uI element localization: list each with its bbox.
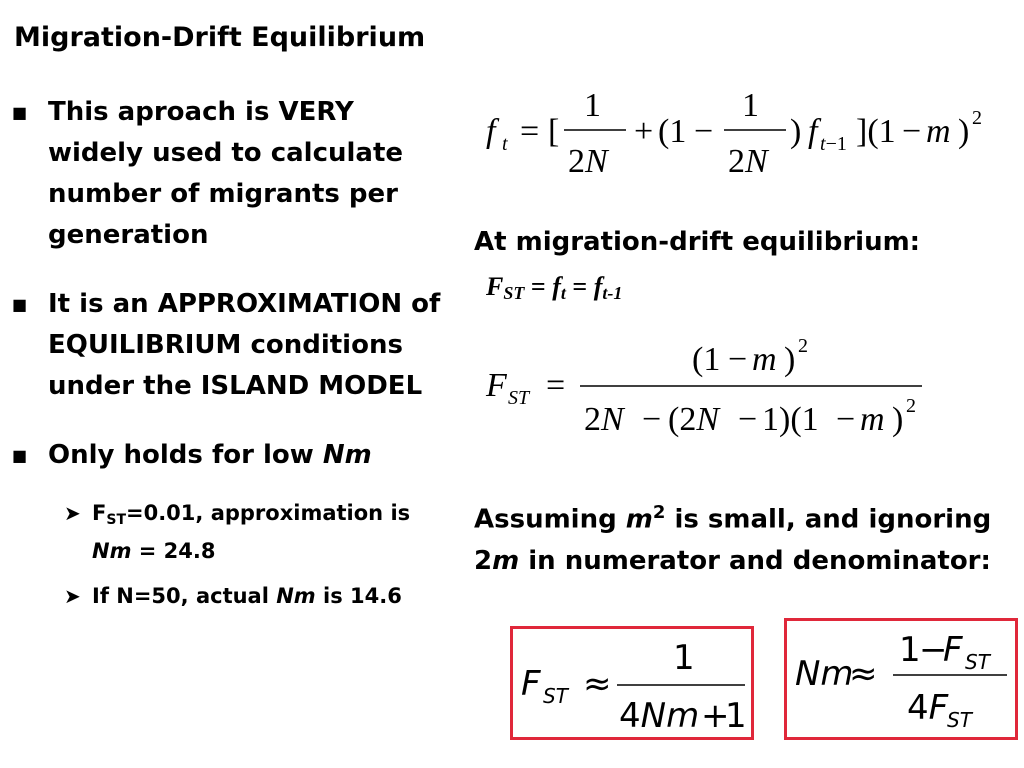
svg-text:m: m bbox=[926, 113, 951, 150]
svg-text:](1: ](1 bbox=[856, 113, 896, 150]
equilibrium-heading: At migration-drift equilibrium: bbox=[474, 227, 921, 257]
sub-text: is 14.6 bbox=[315, 584, 402, 608]
sub-bullet-item bbox=[12, 498, 452, 567]
fst-approx-graphic bbox=[513, 629, 751, 737]
svg-text:): ) bbox=[790, 113, 802, 150]
svg-text:ST: ST bbox=[508, 387, 530, 409]
svg-text:−: − bbox=[919, 630, 948, 670]
svg-text:=: = bbox=[520, 113, 540, 150]
svg-text:2: 2 bbox=[972, 107, 982, 129]
svg-text:t−1: t−1 bbox=[820, 133, 847, 155]
svg-text:F: F bbox=[521, 664, 541, 704]
sub-text-italic: Nm bbox=[276, 584, 316, 608]
svg-text:1: 1 bbox=[725, 696, 747, 736]
recurrence-equation-graphic bbox=[480, 80, 1000, 190]
svg-text:ST: ST bbox=[543, 684, 568, 708]
arrow-bullet-icon: ➤ bbox=[64, 584, 81, 608]
svg-text:−: − bbox=[694, 113, 714, 150]
bullet-text-italic: Nm bbox=[322, 440, 372, 470]
svg-text:(1: (1 bbox=[658, 113, 687, 150]
svg-text:m: m bbox=[752, 341, 777, 378]
svg-text:[: [ bbox=[548, 113, 560, 150]
recurrence-equation bbox=[480, 80, 1000, 194]
svg-text:ST: ST bbox=[947, 708, 972, 732]
svg-text:+: + bbox=[634, 113, 654, 150]
bullet-list bbox=[12, 92, 452, 626]
assumption-part: in numerator and denominator: bbox=[519, 545, 991, 576]
sub-text: = 24.8 bbox=[131, 539, 216, 563]
svg-text:≈: ≈ bbox=[583, 664, 612, 704]
square-bullet-icon: ■ bbox=[12, 446, 28, 465]
nm-approx-box bbox=[784, 618, 1018, 740]
svg-text:1)(1: 1)(1 bbox=[762, 401, 819, 438]
svg-text:1: 1 bbox=[742, 87, 759, 124]
slide-title: Migration-Drift Equilibrium bbox=[14, 22, 426, 53]
assumption-superscript: 2 bbox=[652, 502, 666, 523]
sub-text: If N=50, actual bbox=[92, 584, 277, 608]
svg-text:(1: (1 bbox=[692, 341, 721, 378]
eq-symbol: F bbox=[486, 272, 504, 301]
svg-text:1: 1 bbox=[673, 638, 695, 678]
sub-text: F bbox=[92, 501, 107, 525]
sub-text-italic: Nm bbox=[92, 539, 132, 563]
svg-text:1: 1 bbox=[584, 87, 601, 124]
svg-text:F: F bbox=[486, 367, 507, 404]
eq-sign: = bbox=[524, 272, 553, 301]
svg-text:1: 1 bbox=[899, 630, 921, 670]
svg-text:−: − bbox=[836, 401, 856, 438]
svg-text:t: t bbox=[502, 133, 508, 155]
sub-text: =0.01, approximation is bbox=[126, 501, 411, 525]
bullet-text: It is an APPROXIMATION of EQUILIBRIUM conditions under the ISLAND MODEL bbox=[48, 289, 441, 401]
svg-text:2N: 2N bbox=[728, 143, 768, 180]
svg-text:−: − bbox=[642, 401, 662, 438]
eq-subscript: t bbox=[560, 283, 566, 303]
fst-equilibrium-equation bbox=[480, 330, 940, 444]
bullet-item bbox=[12, 284, 452, 407]
bullet-item bbox=[12, 92, 452, 256]
svg-text:ST: ST bbox=[965, 650, 990, 674]
svg-text:2N: 2N bbox=[584, 401, 624, 438]
equality-line bbox=[486, 266, 622, 314]
svg-text:−: − bbox=[738, 401, 758, 438]
svg-text:f: f bbox=[808, 113, 818, 150]
svg-text:2N: 2N bbox=[568, 143, 608, 180]
svg-text:≈: ≈ bbox=[849, 654, 878, 694]
square-bullet-icon: ■ bbox=[12, 103, 28, 122]
bullet-text: This aproach is VERY widely used to calculate number of migrants per generation bbox=[48, 97, 404, 250]
eq-symbol: f bbox=[593, 272, 603, 301]
eq-subscript: t-1 bbox=[602, 283, 623, 303]
svg-text:): ) bbox=[892, 401, 904, 438]
assumption-part: is small, and ignoring 2 bbox=[474, 504, 992, 576]
fst-approx-box bbox=[510, 626, 754, 740]
svg-text:f: f bbox=[486, 113, 496, 150]
eq-symbol: f bbox=[552, 272, 561, 301]
eq-sign: = bbox=[565, 272, 594, 301]
bullet-item bbox=[12, 435, 452, 476]
svg-text:): ) bbox=[784, 341, 796, 378]
svg-text:(2N: (2N bbox=[668, 401, 720, 438]
svg-text:4F: 4F bbox=[907, 688, 949, 728]
assumption-text bbox=[474, 492, 994, 582]
fst-equilibrium-graphic bbox=[480, 330, 940, 440]
eq-subscript: ST bbox=[503, 283, 525, 303]
svg-text:+: + bbox=[701, 696, 730, 736]
assumption-italic: m bbox=[625, 504, 653, 535]
assumption-part: Assuming bbox=[474, 504, 626, 535]
svg-text:F: F bbox=[943, 630, 963, 670]
svg-text:): ) bbox=[958, 113, 970, 150]
svg-text:=: = bbox=[546, 367, 566, 404]
nm-approx-graphic bbox=[787, 621, 1015, 737]
arrow-bullet-icon: ➤ bbox=[64, 501, 81, 525]
svg-text:2: 2 bbox=[906, 395, 916, 417]
assumption-italic: m bbox=[492, 545, 520, 576]
square-bullet-icon: ■ bbox=[12, 295, 28, 314]
sub-text-subscript: ST bbox=[106, 512, 126, 528]
svg-text:4Nm: 4Nm bbox=[619, 696, 700, 736]
svg-text:m: m bbox=[860, 401, 885, 438]
svg-text:−: − bbox=[728, 341, 748, 378]
bullet-text: Only holds for low bbox=[48, 440, 323, 470]
svg-text:−: − bbox=[902, 113, 922, 150]
svg-text:2: 2 bbox=[798, 335, 808, 357]
svg-text:Nm: Nm bbox=[795, 654, 854, 694]
sub-bullet-item bbox=[12, 581, 452, 612]
